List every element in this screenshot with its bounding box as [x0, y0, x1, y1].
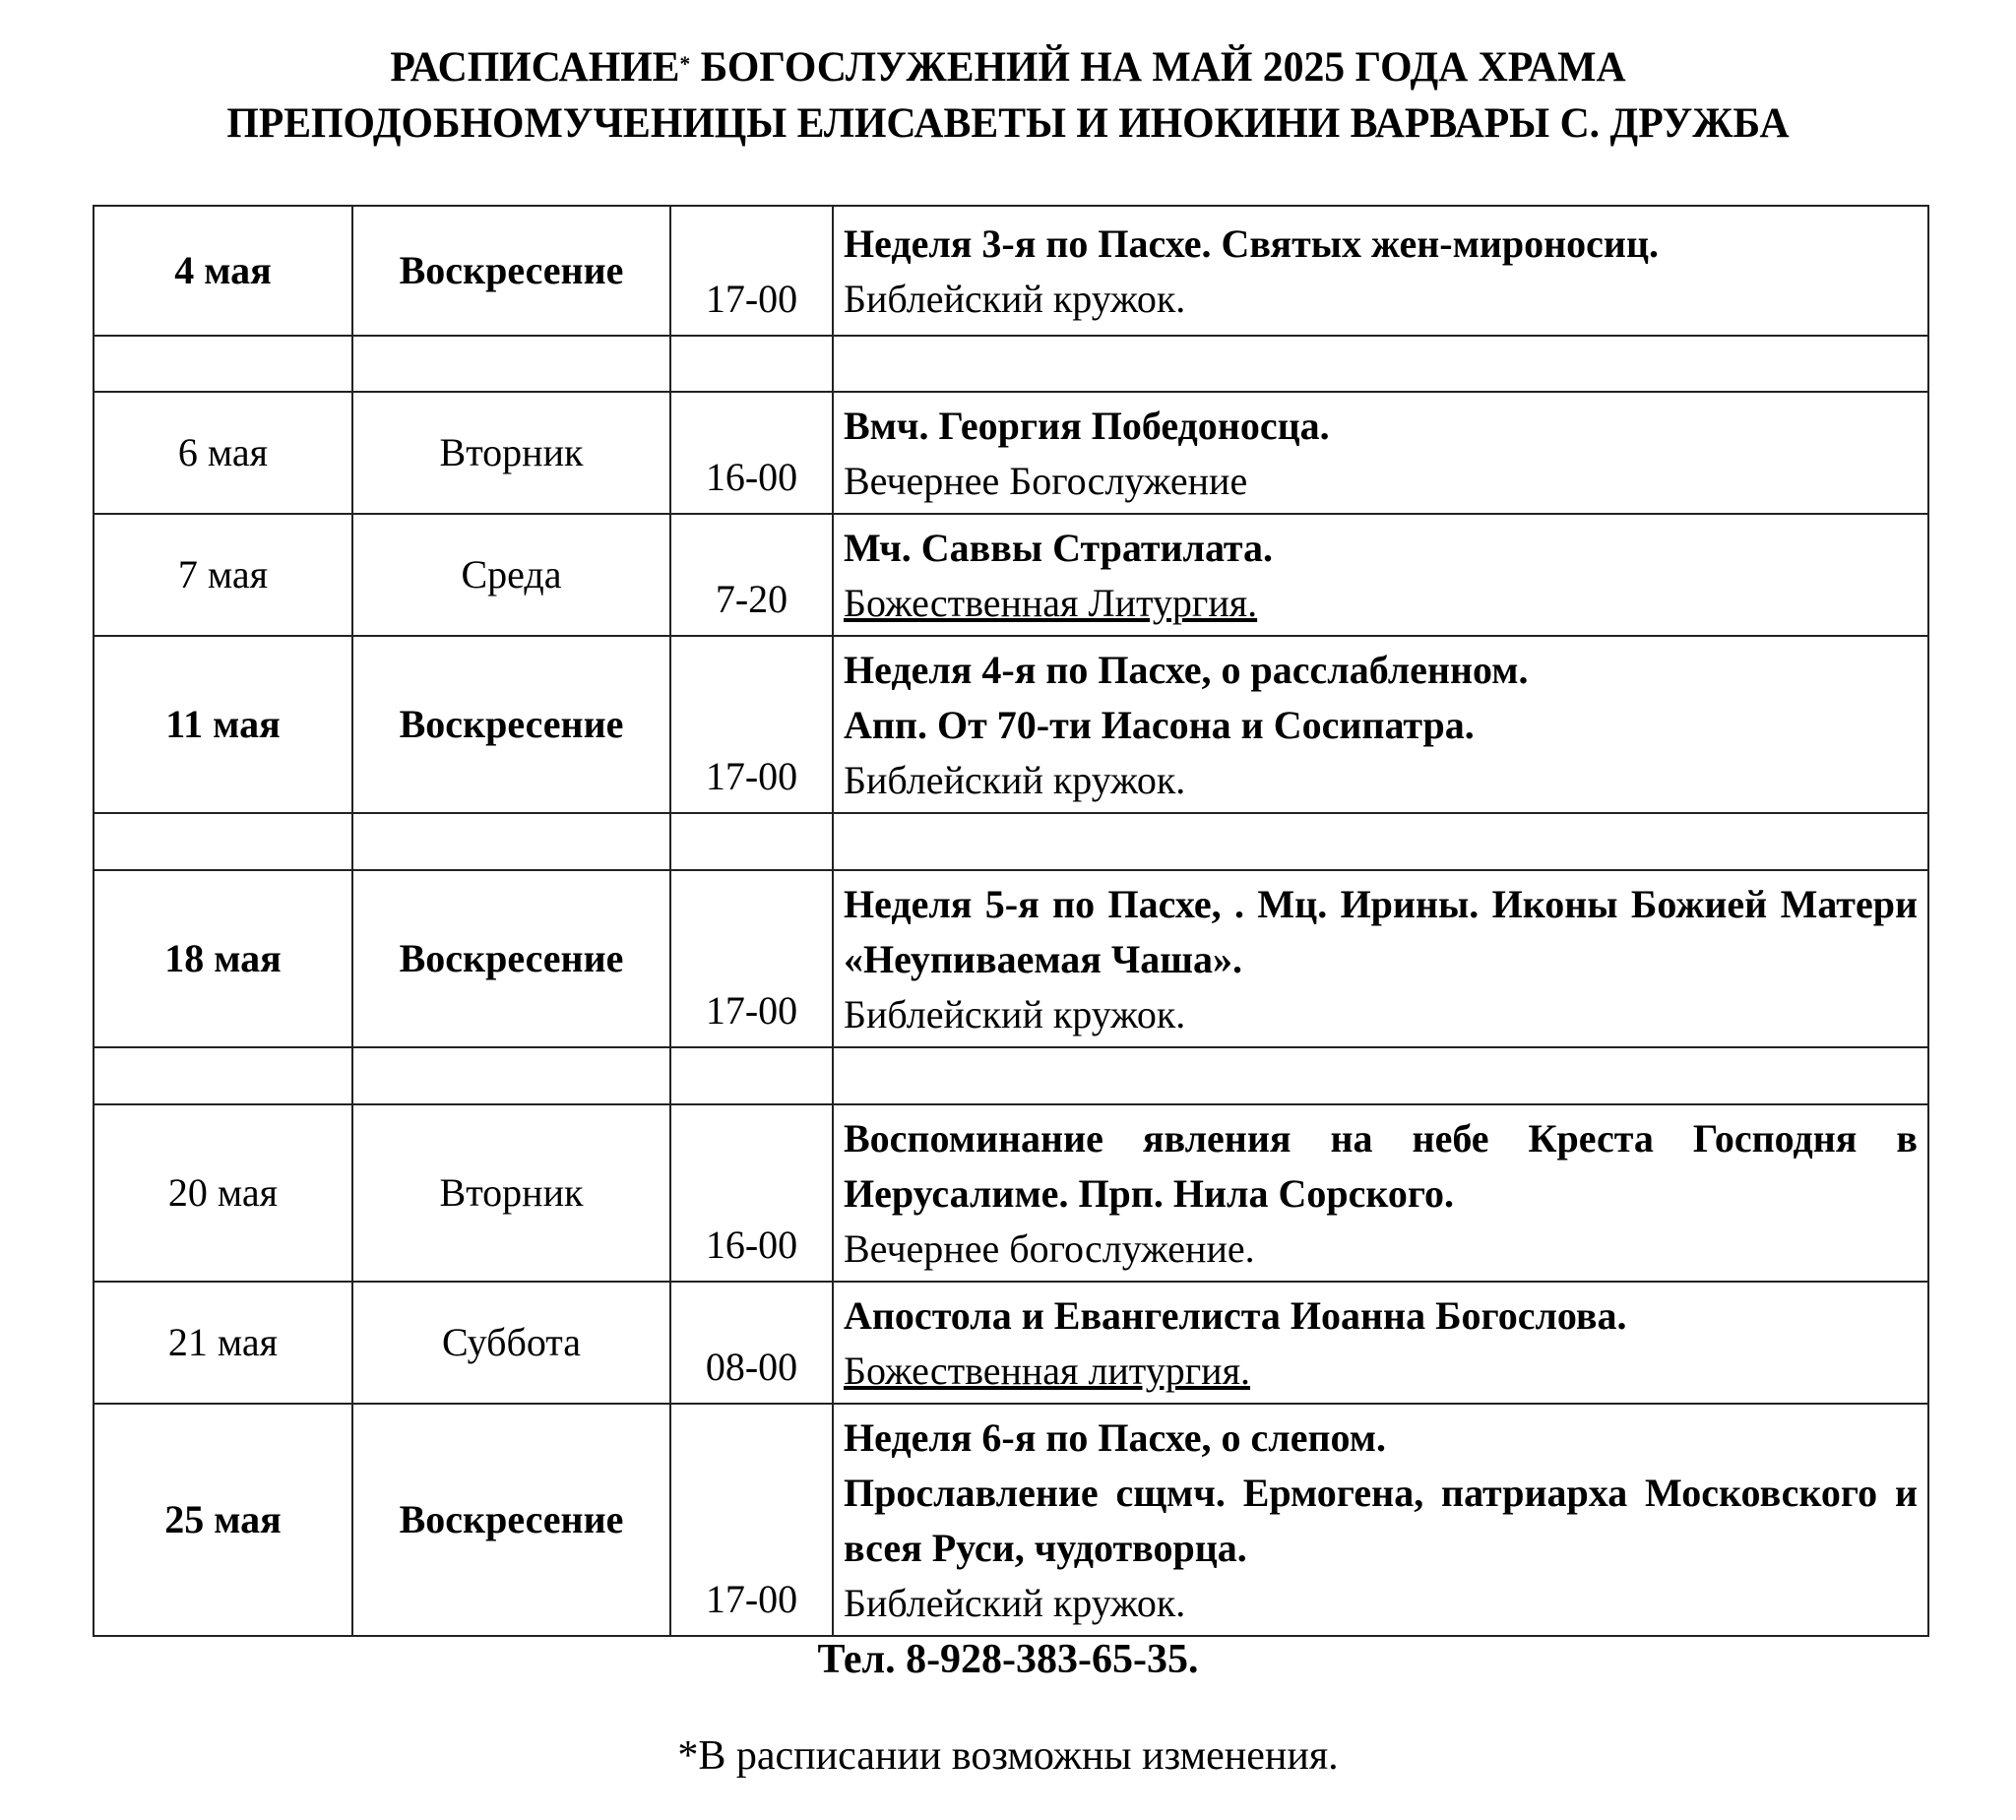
empty-cell	[352, 813, 670, 870]
empty-cell	[670, 813, 833, 870]
service-row	[94, 1404, 1928, 1636]
service-type-underlined: Божественная литургия.	[844, 1349, 1250, 1393]
service-row	[94, 636, 1928, 813]
date-cell: 11 мая	[94, 636, 352, 813]
time-cell: 17-00	[670, 1404, 833, 1636]
feast-title: Апостола и Евангелиста Иоанна Богослова.	[844, 1293, 1627, 1338]
description-cell	[833, 1104, 1928, 1282]
empty-cell	[833, 336, 1928, 392]
date-cell: 20 мая	[94, 1104, 352, 1282]
feast-title: Неделя 3-я по Пасхе. Святых жен-мироносиц.	[844, 221, 1660, 266]
description-cell	[833, 206, 1928, 336]
time-cell: 16-00	[670, 392, 833, 514]
service-row	[94, 392, 1928, 514]
phone-number: Тел. 8-928-383-65-35.	[817, 1637, 1199, 1682]
service-row	[94, 206, 1928, 336]
schedule-table	[93, 205, 1929, 1637]
empty-cell	[352, 1047, 670, 1104]
schedule-table-body	[94, 206, 1928, 1636]
spacer-row	[94, 813, 1928, 870]
service-type: Вечернее богослужение.	[844, 1226, 1255, 1271]
weekday-cell: Воскресение	[352, 636, 670, 813]
date-cell: 4 мая	[94, 206, 352, 336]
time-cell: 7-20	[670, 514, 833, 636]
empty-cell	[833, 813, 1928, 870]
time-cell: 17-00	[670, 636, 833, 813]
service-row	[94, 514, 1928, 636]
service-type: Библейский кружок.	[844, 992, 1186, 1036]
document-title	[31, 39, 1986, 152]
description-cell	[833, 1282, 1928, 1404]
description-cell	[833, 392, 1928, 514]
description-cell	[833, 1404, 1928, 1636]
description-cell	[833, 514, 1928, 636]
description-cell	[833, 636, 1928, 813]
date-cell: 6 мая	[94, 392, 352, 514]
weekday-cell: Вторник	[352, 1104, 670, 1282]
service-row	[94, 1104, 1928, 1282]
service-type: Вечернее Богослужение	[844, 459, 1248, 503]
time-cell: 16-00	[670, 1104, 833, 1282]
title-line-1-rest: БОГОСЛУЖЕНИЙ НА МАЙ 2025 ГОДА ХРАМА	[690, 44, 1626, 91]
service-type	[844, 576, 1918, 631]
service-row	[94, 1282, 1928, 1404]
date-cell: 7 мая	[94, 514, 352, 636]
feast-title: Прославление сщмч. Ермогена, патриарха Московского и всея Руси, чудотворца.	[844, 1471, 1918, 1570]
weekday-cell: Среда	[352, 514, 670, 636]
title-line-1	[31, 39, 1986, 95]
service-type: Библейский кружок.	[844, 758, 1186, 802]
schedule-change-note: *В расписании возможны изменения.	[677, 1733, 1339, 1779]
title-asterisk: *	[679, 51, 691, 76]
title-line-2: ПРЕПОДОБНОМУЧЕНИЦЫ ЕЛИСАВЕТЫ И ИНОКИНИ ВАРВАРЫ С. ДРУЖБА	[226, 100, 1790, 147]
title-word-schedule: РАСПИСАНИЕ	[390, 44, 680, 91]
spacer-row	[94, 1047, 1928, 1104]
weekday-cell: Вторник	[352, 392, 670, 514]
time-cell: 17-00	[670, 870, 833, 1047]
service-type: Библейский кружок.	[844, 277, 1186, 321]
weekday-cell: Воскресение	[352, 870, 670, 1047]
feast-title: Апп. От 70-ти Иасона и Сосипатра.	[844, 703, 1475, 747]
description-cell	[833, 870, 1928, 1047]
spacer-row	[94, 336, 1928, 392]
empty-cell	[670, 1047, 833, 1104]
service-row	[94, 870, 1928, 1047]
empty-cell	[94, 813, 352, 870]
feast-title: Мч. Саввы Стратилата.	[844, 526, 1274, 570]
feast-title: Неделя 6-я по Пасхе, о слепом.	[844, 1415, 1386, 1460]
time-cell: 08-00	[670, 1282, 833, 1404]
date-cell: 21 мая	[94, 1282, 352, 1404]
feast-title: Воспоминание явления на небе Креста Господня в Иерусалиме. Прп. Нила Сорского.	[844, 1116, 1918, 1216]
empty-cell	[94, 336, 352, 392]
empty-cell	[670, 336, 833, 392]
date-cell: 25 мая	[94, 1404, 352, 1636]
empty-cell	[94, 1047, 352, 1104]
weekday-cell: Суббота	[352, 1282, 670, 1404]
feast-title: Неделя 5-я по Пасхе, . Мц. Ирины. Иконы Божией Матери «Неупиваемая Чаша».	[844, 882, 1918, 981]
service-type	[844, 1344, 1918, 1399]
date-cell: 18 мая	[94, 870, 352, 1047]
service-type: Библейский кружок.	[844, 1581, 1186, 1625]
empty-cell	[833, 1047, 1928, 1104]
service-type-underlined: Божественная Литургия.	[844, 581, 1258, 625]
empty-cell	[352, 336, 670, 392]
feast-title: Неделя 4-я по Пасхе, о расслабленном.	[844, 648, 1529, 692]
time-cell: 17-00	[670, 206, 833, 336]
feast-title: Вмч. Георгия Победоносца.	[844, 404, 1330, 448]
weekday-cell: Воскресение	[352, 1404, 670, 1636]
weekday-cell: Воскресение	[352, 206, 670, 336]
